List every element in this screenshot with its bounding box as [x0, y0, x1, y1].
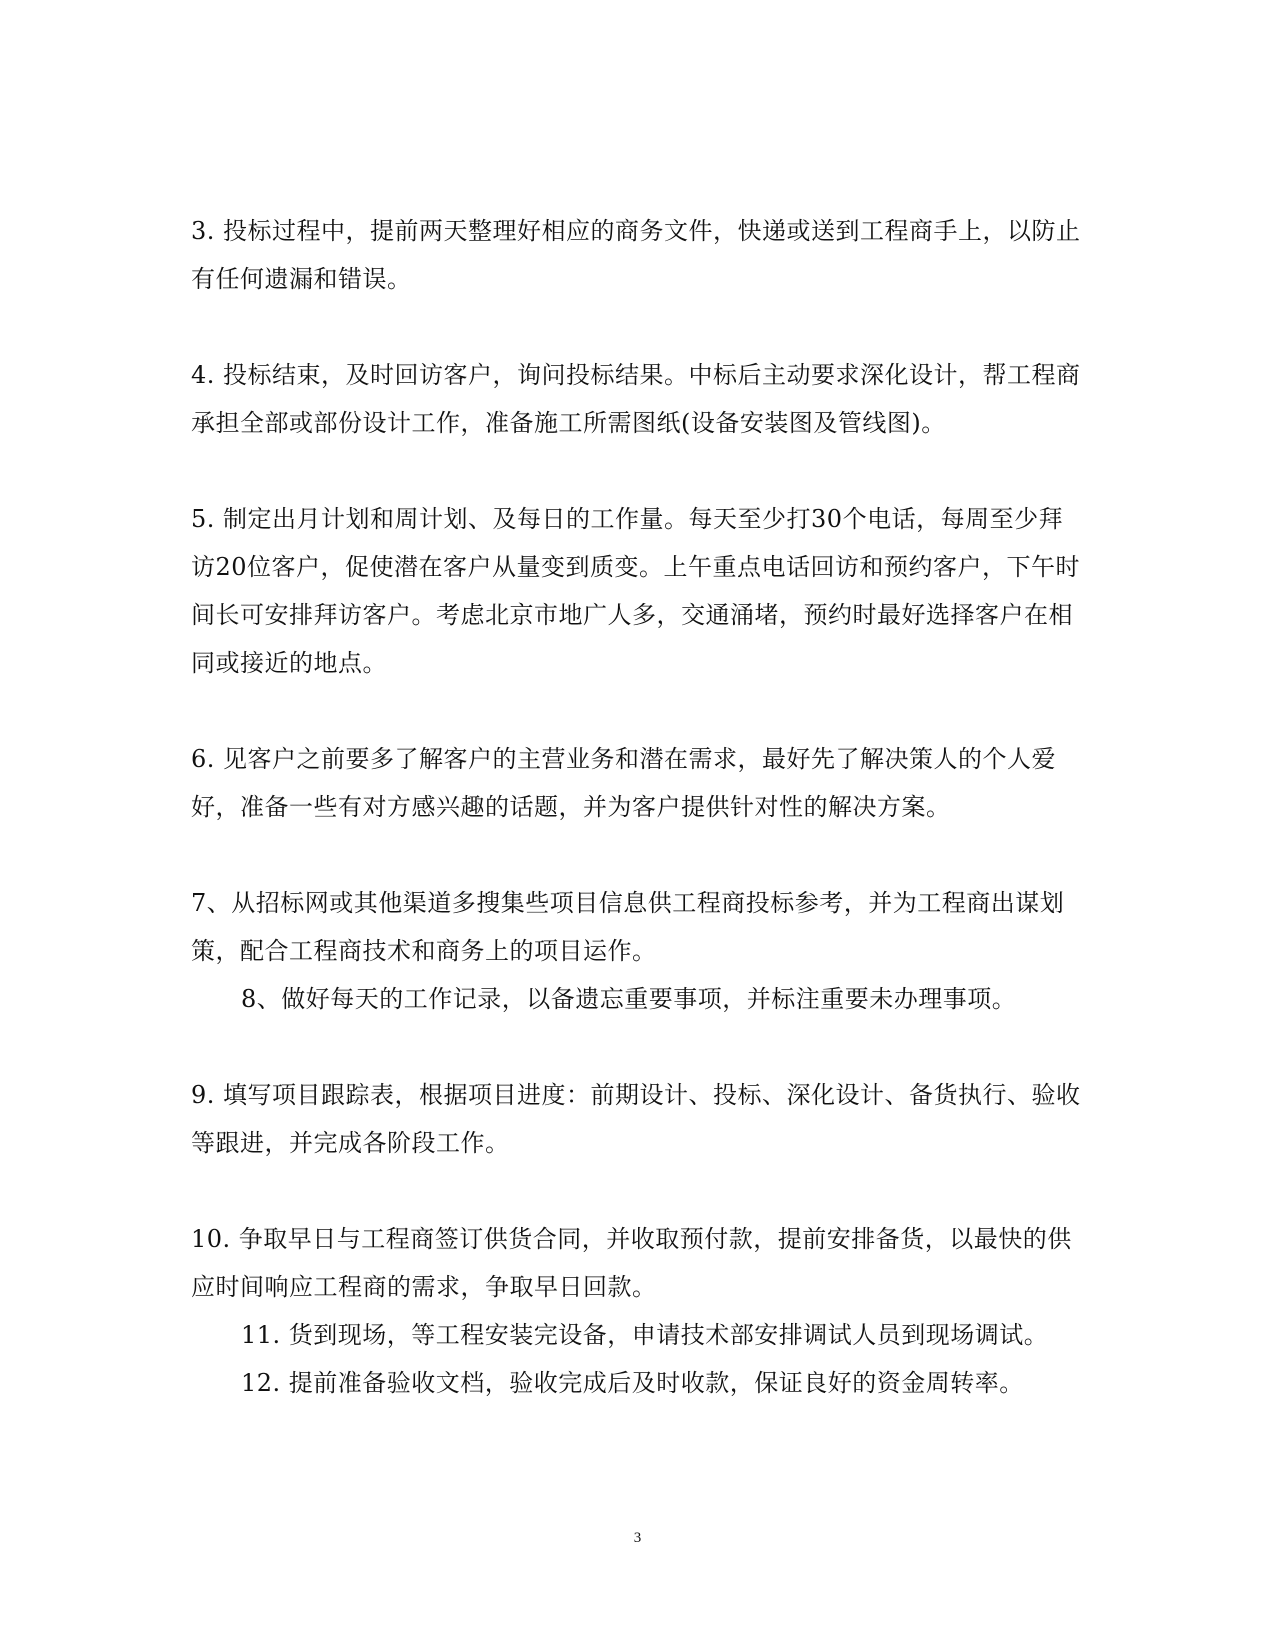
paragraph-11: 11. 货到现场，等工程安装完设备，申请技术部安排调试人员到现场调试。 [241, 1321, 1049, 1349]
paragraph-12: 12. 提前准备验收文档，验收完成后及时收款，保证良好的资金周转率。 [241, 1369, 1024, 1397]
paragraph-4: 4. 投标结束，及时回访客户，询问投标结果。中标后主动要求深化设计，帮工程商承担全部或部份设计工作，准备施工所需图纸(设备安装图及管线图)。 [191, 361, 1081, 437]
paragraph-5: 5. 制定出月计划和周计划、及每日的工作量。每天至少打30个电话，每周至少拜访20位客户，促使潜在客户从量变到质变。上午重点电话回访和预约客户，下午时间长可安排拜访客户。考虑北京市地广人多，交通涌堵，预约时最好选择客户在相同或接近的地点。 [191, 505, 1081, 677]
page-number: 3 [633, 1530, 642, 1546]
paragraph-7: 7、从招标网或其他渠道多搜集些项目信息供工程商投标参考，并为工程商出谋划策，配合工程商技术和商务上的项目运作。 [191, 889, 1065, 965]
paragraph-9: 9. 填写项目跟踪表，根据项目进度：前期设计、投标、深化设计、备货执行、验收等跟进，并完成各阶段工作。 [191, 1081, 1081, 1157]
paragraph-8: 8、做好每天的工作记录，以备遗忘重要事项，并标注重要未办理事项。 [241, 985, 1017, 1013]
paragraph-10: 10. 争取早日与工程商签订供货合同，并收取预付款，提前安排备货，以最快的供应时间响应工程商的需求，争取早日回款。 [191, 1225, 1072, 1301]
paragraph-6: 6. 见客户之前要多了解客户的主营业务和潜在需求，最好先了解决策人的个人爱好，准备一些有对方感兴趣的话题，并为客户提供针对性的解决方案。 [191, 745, 1057, 821]
paragraph-3: 3. 投标过程中，提前两天整理好相应的商务文件，快递或送到工程商手上，以防止有任何遗漏和错误。 [191, 217, 1081, 293]
document-body [191, 207, 1081, 1407]
